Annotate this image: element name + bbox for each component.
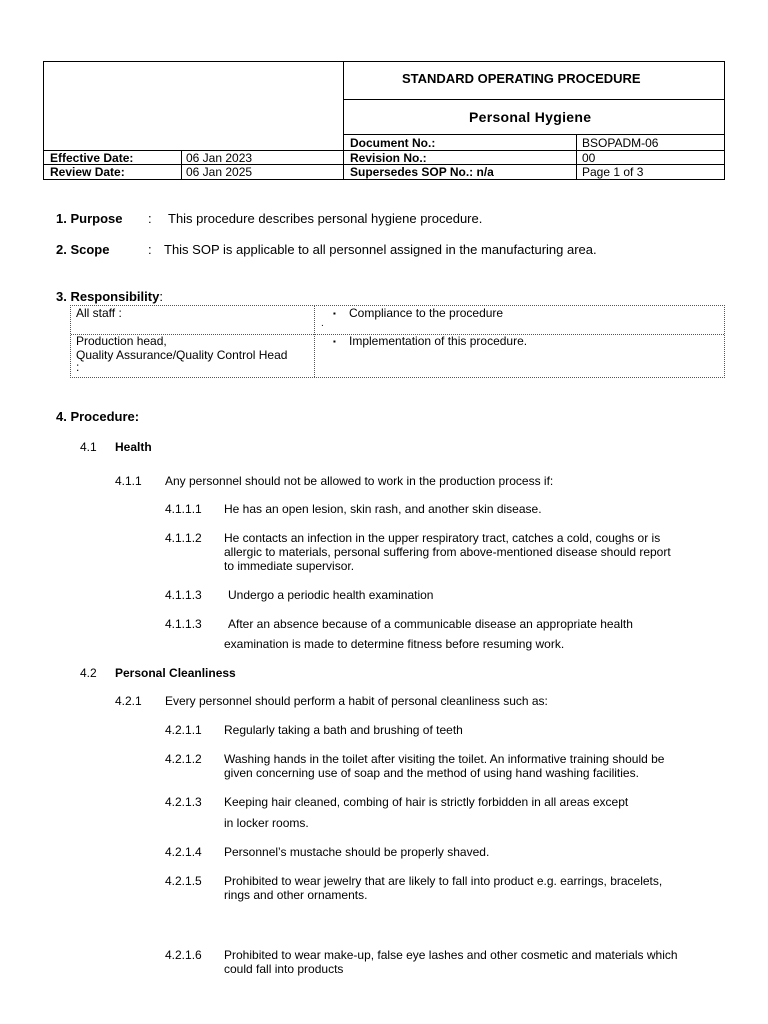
item-4-2-1-1-num: 4.2.1.1 <box>165 723 202 737</box>
responsibility-heading-label: 3. Responsibility <box>56 289 160 304</box>
item-4-2-1-4-text: Personnel’s mustache should be properly shaved. <box>224 845 490 859</box>
effective-date-label: Effective Date: <box>50 151 134 165</box>
item-4-2-1-5-line1: Prohibited to wear jewelry that are likely to fall into product e.g. earrings, bracelets, <box>224 874 663 888</box>
scope-text: This SOP is applicable to all personnel assigned in the manufacturing area. <box>164 242 597 257</box>
document-title: Personal Hygiene <box>469 109 592 125</box>
item-4-1-1-3b-line1: After an absence because of a communicable disease an appropriate health <box>228 617 633 631</box>
purpose-colon: : <box>148 211 152 226</box>
item-4-1-1-3b-num: 4.1.1.3 <box>165 617 202 631</box>
item-4-2-1-6-line2: could fall into products <box>224 962 344 976</box>
section-4-1-1-text: Any personnel should not be allowed to work in the production process if: <box>165 474 554 488</box>
item-4-2-1-5-line2: rings and other ornaments. <box>224 888 368 902</box>
sop-title: STANDARD OPERATING PROCEDURE <box>402 71 641 86</box>
item-4-2-1-3-num: 4.2.1.3 <box>165 795 202 809</box>
item-4-1-1-1-num: 4.1.1.1 <box>165 502 202 516</box>
responsibility-heading <box>56 289 163 304</box>
item-4-1-1-3b-line2: examination is made to determine fitness before resuming work. <box>224 637 565 651</box>
section-4-1-title: Health <box>115 440 152 454</box>
responsibility-heading-colon: : <box>159 289 163 304</box>
item-4-1-1-3a-text: Undergo a periodic health examination <box>228 588 434 602</box>
section-4-2-1-num: 4.2.1 <box>115 694 142 708</box>
supersedes-label: Supersedes SOP No.: n/a <box>350 165 494 179</box>
item-4-2-1-2-line1: Washing hands in the toilet after visiting the toilet. An informative training should be <box>224 752 665 766</box>
bullet-icon: ▪ <box>333 337 336 346</box>
responsibility-row-2-colon: : <box>76 360 80 374</box>
revision-label: Revision No.: <box>350 151 427 165</box>
responsibility-row-2-what: Implementation of this procedure. <box>349 334 528 348</box>
item-4-2-1-1-text: Regularly taking a bath and brushing of teeth <box>224 723 463 737</box>
item-4-2-1-5-num: 4.2.1.5 <box>165 874 202 888</box>
scope-colon: : <box>148 242 152 257</box>
section-4-2-1-text: Every personnel should perform a habit of personal cleanliness such as: <box>165 694 548 708</box>
review-date-value: 06 Jan 2025 <box>186 165 253 179</box>
responsibility-row-2-who-line2: Quality Assurance/Quality Control Head <box>76 348 288 362</box>
section-4-2-title: Personal Cleanliness <box>115 666 236 680</box>
scope-heading: 2. Scope <box>56 242 110 257</box>
responsibility-row-1-who: All staff : <box>76 306 122 320</box>
revision-value: 00 <box>582 151 596 165</box>
review-date-label: Review Date: <box>50 165 125 179</box>
responsibility-row-2-who: Production head, <box>76 334 167 348</box>
item-4-2-1-4-num: 4.2.1.4 <box>165 845 202 859</box>
section-4-2-num: 4.2 <box>80 666 97 680</box>
item-4-2-1-3-line2: in locker rooms. <box>224 816 309 830</box>
item-4-1-1-2-line1: He contacts an infection in the upper respiratory tract, catches a cold, coughs or is <box>224 531 661 545</box>
stray-mark: . <box>321 318 324 329</box>
item-4-2-1-6-num: 4.2.1.6 <box>165 948 202 962</box>
document-no-label: Document No.: <box>350 136 436 150</box>
purpose-text: This procedure describes personal hygiene procedure. <box>168 211 483 226</box>
section-4-1-num: 4.1 <box>80 440 97 454</box>
item-4-2-1-2-num: 4.2.1.2 <box>165 752 202 766</box>
item-4-1-1-2-line3: to immediate supervisor. <box>224 559 355 573</box>
item-4-2-1-6-line1: Prohibited to wear make-up, false eye lashes and other cosmetic and materials which <box>224 948 678 962</box>
procedure-heading: 4. Procedure: <box>56 409 140 424</box>
item-4-2-1-3-line1: Keeping hair cleaned, combing of hair is strictly forbidden in all areas except <box>224 795 629 809</box>
item-4-1-1-3a-num: 4.1.1.3 <box>165 588 202 602</box>
item-4-1-1-1-text: He has an open lesion, skin rash, and another skin disease. <box>224 502 542 516</box>
section-4-1-1-num: 4.1.1 <box>115 474 142 488</box>
purpose-heading: 1. Purpose <box>56 211 123 226</box>
item-4-1-1-2-num: 4.1.1.2 <box>165 531 202 545</box>
effective-date-value: 06 Jan 2023 <box>186 151 253 165</box>
bullet-icon: ▪ <box>333 309 336 318</box>
item-4-1-1-2-line2: allergic to materials, personal suffering from above-mentioned disease should report <box>224 545 671 559</box>
page-number: Page 1 of 3 <box>582 165 644 179</box>
item-4-2-1-2-line2: given concerning use of soap and the method of using hand washing facilities. <box>224 766 639 780</box>
document-no-value: BSOPADM-06 <box>582 136 659 150</box>
responsibility-row-1-what: Compliance to the procedure <box>349 306 504 320</box>
